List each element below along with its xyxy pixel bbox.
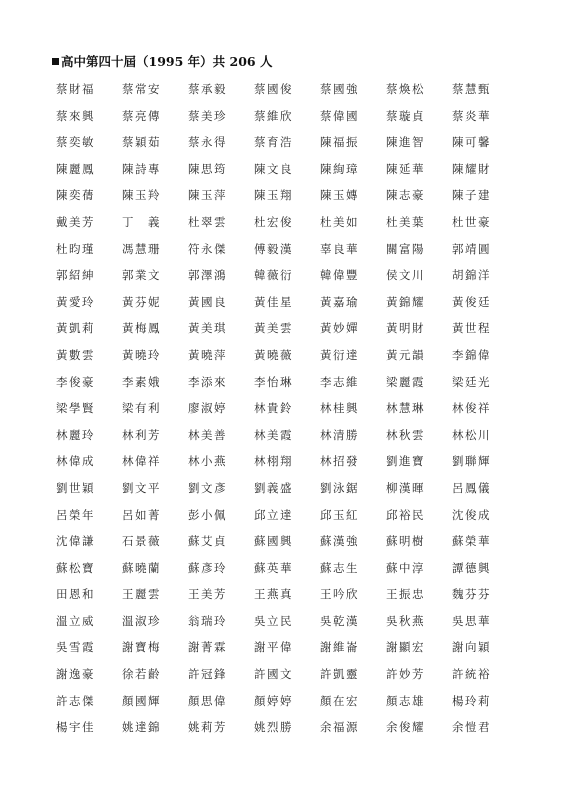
name-cell: 劉文彥	[188, 480, 227, 495]
name-cell: 溫立威	[56, 613, 95, 628]
name-cell: 謝菁霖	[188, 640, 227, 655]
name-cell: 劉泳鋸	[320, 480, 359, 495]
name-cell: 王美芳	[188, 587, 227, 602]
name-cell: 梁學賢	[56, 401, 95, 416]
name-cell: 戴美芳	[56, 214, 95, 229]
name-cell: 黃國良	[188, 294, 227, 309]
name-cell: 黃美琪	[188, 321, 227, 336]
name-cell: 傅毅漢	[254, 241, 293, 256]
name-cell: 吳立民	[254, 613, 293, 628]
name-cell: 顏國輝	[122, 693, 161, 708]
name-cell: 顏婷婷	[254, 693, 293, 708]
name-cell: 黃錦耀	[386, 294, 425, 309]
name-cell: 郭靖圓	[452, 241, 491, 256]
name-cell: 胡錦洋	[452, 268, 491, 283]
name-cell: 溫淑珍	[122, 613, 161, 628]
name-grid	[56, 79, 518, 744]
name-cell: 蔡偉國	[320, 108, 359, 123]
name-cell: 林栩翔	[254, 454, 293, 469]
name-cell: 李添來	[188, 374, 227, 389]
name-cell: 林招發	[320, 454, 359, 469]
name-cell: 石景薇	[122, 534, 161, 549]
name-cell: 黃衍達	[320, 347, 359, 362]
name-cell: 王麗雲	[122, 587, 161, 602]
square-bullet-icon	[52, 58, 59, 65]
name-cell: 呂如菁	[122, 507, 161, 522]
name-cell: 黃嘉瑜	[320, 294, 359, 309]
name-cell: 譚德興	[452, 560, 491, 575]
name-cell: 梁有利	[122, 401, 161, 416]
name-cell: 謝逸豪	[56, 667, 95, 682]
name-cell: 李素娥	[122, 374, 161, 389]
name-cell: 林貴鈴	[254, 401, 293, 416]
name-cell: 蘇國興	[254, 534, 293, 549]
name-cell: 陳玉羚	[122, 188, 161, 203]
name-cell: 郭業文	[122, 268, 161, 283]
name-cell: 徐若齡	[122, 667, 161, 682]
name-cell: 蔡炎華	[452, 108, 491, 123]
name-cell: 吳秋燕	[386, 613, 425, 628]
name-cell: 蔡財福	[56, 82, 95, 96]
name-cell: 蘇英華	[254, 560, 293, 575]
name-cell: 許國文	[254, 667, 293, 682]
name-cell: 謝維崙	[320, 640, 359, 655]
name-cell: 黃妙嬋	[320, 321, 359, 336]
name-cell: 杜世豪	[452, 214, 491, 229]
name-cell: 陳麗鳳	[56, 161, 95, 176]
name-cell: 王振忠	[386, 587, 425, 602]
name-cell: 劉義盛	[254, 480, 293, 495]
name-cell: 蔡國俊	[254, 82, 293, 96]
name-cell: 姚莉芳	[188, 720, 227, 735]
name-cell: 黃明財	[386, 321, 425, 336]
name-cell: 吳思華	[452, 613, 491, 628]
name-cell: 林松川	[452, 427, 491, 442]
name-cell: 蘇曉蘭	[122, 560, 161, 575]
name-cell: 杜美葉	[386, 214, 425, 229]
name-cell: 蘇明樹	[386, 534, 425, 549]
name-cell: 謝顯宏	[386, 640, 425, 655]
name-cell: 彭小佩	[188, 507, 227, 522]
name-cell: 田恩和	[56, 587, 95, 602]
name-cell: 侯文川	[386, 268, 425, 283]
name-cell: 林偉祥	[122, 454, 161, 469]
name-cell: 蔡國強	[320, 82, 359, 96]
name-cell: 沈俊成	[452, 507, 491, 522]
name-cell: 蔡承毅	[188, 82, 227, 96]
name-cell: 馮慧珊	[122, 241, 161, 256]
name-cell: 謝寶梅	[122, 640, 161, 655]
name-cell: 姚達錦	[122, 720, 161, 735]
name-cell: 蘇中淳	[386, 560, 425, 575]
name-cell: 陳詩專	[122, 161, 161, 176]
name-cell: 蔡煥松	[386, 82, 425, 96]
name-cell: 蔡璇貞	[386, 108, 425, 123]
section-title: 高中第四十屆（1995 年）共 206 人	[61, 54, 273, 69]
name-cell: 余俊耀	[386, 720, 425, 735]
name-cell: 林秋雲	[386, 427, 425, 442]
name-cell: 黃芬妮	[122, 294, 161, 309]
name-cell: 蘇艾貞	[188, 534, 227, 549]
name-cell: 辜良華	[320, 241, 359, 256]
name-cell: 林美霞	[254, 427, 293, 442]
name-cell: 陳玉嫥	[320, 188, 359, 203]
name-cell: 蔡亮傳	[122, 108, 161, 123]
name-cell: 黃愛玲	[56, 294, 95, 309]
name-cell: 邱裕民	[386, 507, 425, 522]
name-cell: 顏志雄	[386, 693, 425, 708]
name-cell: 蘇志生	[320, 560, 359, 575]
name-cell: 黃凱莉	[56, 321, 95, 336]
name-cell: 余愷君	[452, 720, 491, 735]
name-cell: 林麗玲	[56, 427, 95, 442]
name-cell: 黃美雲	[254, 321, 293, 336]
name-cell: 林小燕	[188, 454, 227, 469]
name-cell: 陳子建	[452, 188, 491, 203]
name-cell: 黃梅鳳	[122, 321, 161, 336]
name-cell: 呂榮年	[56, 507, 95, 522]
name-cell: 陳玉翔	[254, 188, 293, 203]
name-cell: 姚烈勝	[254, 720, 293, 735]
name-cell: 蔡來興	[56, 108, 95, 123]
name-cell: 黃佳星	[254, 294, 293, 309]
name-cell: 吳雪霞	[56, 640, 95, 655]
name-cell: 李俊豪	[56, 374, 95, 389]
name-cell: 關富陽	[386, 241, 425, 256]
name-cell: 陳延華	[386, 161, 425, 176]
name-cell: 蔡美珍	[188, 108, 227, 123]
name-cell: 陳文良	[254, 161, 293, 176]
name-cell: 呂鳳儀	[452, 480, 491, 495]
name-cell: 李錦偉	[452, 347, 491, 362]
name-cell: 黃元韻	[386, 347, 425, 362]
name-cell: 吳乾漢	[320, 613, 359, 628]
name-cell: 蔡常安	[122, 82, 161, 96]
name-cell: 蔡育浩	[254, 135, 293, 150]
name-cell: 謝平偉	[254, 640, 293, 655]
name-cell: 陳福振	[320, 135, 359, 150]
name-cell: 杜翠雲	[188, 214, 227, 229]
name-cell: 顏思偉	[188, 693, 227, 708]
name-cell: 杜昀瑾	[56, 241, 95, 256]
name-cell: 許志傑	[56, 693, 95, 708]
name-cell: 林美善	[188, 427, 227, 442]
name-cell: 黃世程	[452, 321, 491, 336]
name-cell: 杜美如	[320, 214, 359, 229]
name-cell: 翁瑞玲	[188, 613, 227, 628]
name-cell: 梁麗霞	[386, 374, 425, 389]
name-cell: 林俊祥	[452, 401, 491, 416]
name-cell: 郭澤鴻	[188, 268, 227, 283]
name-cell: 謝向穎	[452, 640, 491, 655]
name-cell: 林利芳	[122, 427, 161, 442]
name-cell: 許統裕	[452, 667, 491, 682]
name-cell: 楊玲莉	[452, 693, 491, 708]
name-cell: 蘇漢強	[320, 534, 359, 549]
name-cell: 蘇松寶	[56, 560, 95, 575]
name-cell: 劉聯輝	[452, 454, 491, 469]
name-cell: 余福源	[320, 720, 359, 735]
name-cell: 黃數雲	[56, 347, 95, 362]
name-cell: 邱立達	[254, 507, 293, 522]
name-cell: 陳進智	[386, 135, 425, 150]
name-cell: 林慧琳	[386, 401, 425, 416]
name-cell: 林桂興	[320, 401, 359, 416]
name-cell: 陳志豪	[386, 188, 425, 203]
name-cell: 蘇彥玲	[188, 560, 227, 575]
name-cell: 杜宏俊	[254, 214, 293, 229]
name-cell: 劉進寶	[386, 454, 425, 469]
name-cell: 邱玉紅	[320, 507, 359, 522]
name-cell: 蘇榮華	[452, 534, 491, 549]
name-cell: 陳奕蒨	[56, 188, 95, 203]
name-cell: 蔡奕敏	[56, 135, 95, 150]
name-cell: 李志維	[320, 374, 359, 389]
name-cell: 蔡慧甄	[452, 82, 491, 96]
name-cell: 許妙芳	[386, 667, 425, 682]
name-cell: 林偉成	[56, 454, 95, 469]
name-cell: 許冠鋒	[188, 667, 227, 682]
name-cell: 王吟欣	[320, 587, 359, 602]
name-cell: 李怡琳	[254, 374, 293, 389]
name-cell: 陳玉萍	[188, 188, 227, 203]
name-cell: 韓薇衍	[254, 268, 293, 283]
name-cell: 符永傑	[188, 241, 227, 256]
name-cell: 劉世穎	[56, 480, 95, 495]
name-cell: 黃俊廷	[452, 294, 491, 309]
name-cell: 蔡維欣	[254, 108, 293, 123]
name-cell: 魏芬芬	[452, 587, 491, 602]
name-cell: 林清勝	[320, 427, 359, 442]
name-cell: 陳絢璋	[320, 161, 359, 176]
name-cell: 許凱靈	[320, 667, 359, 682]
section-heading	[52, 52, 272, 70]
name-cell: 黃曉玲	[122, 347, 161, 362]
name-cell: 蔡永得	[188, 135, 227, 150]
name-cell: 蔡穎茹	[122, 135, 161, 150]
name-cell: 王燕真	[254, 587, 293, 602]
name-cell: 丁 義	[122, 214, 161, 229]
name-cell: 韓偉豐	[320, 268, 359, 283]
name-cell: 黃曉薇	[254, 347, 293, 362]
name-cell: 顏在宏	[320, 693, 359, 708]
name-cell: 黃曉萍	[188, 347, 227, 362]
name-cell: 楊宇佳	[56, 720, 95, 735]
name-cell: 沈偉謙	[56, 534, 95, 549]
name-cell: 郭紹紳	[56, 268, 95, 283]
name-cell: 廖淑婷	[188, 401, 227, 416]
name-cell: 柳漢暉	[386, 480, 425, 495]
name-cell: 陳可馨	[452, 135, 491, 150]
name-cell: 梁廷光	[452, 374, 491, 389]
name-cell: 陳耀財	[452, 161, 491, 176]
name-cell: 劉文平	[122, 480, 161, 495]
name-cell: 陳思筠	[188, 161, 227, 176]
